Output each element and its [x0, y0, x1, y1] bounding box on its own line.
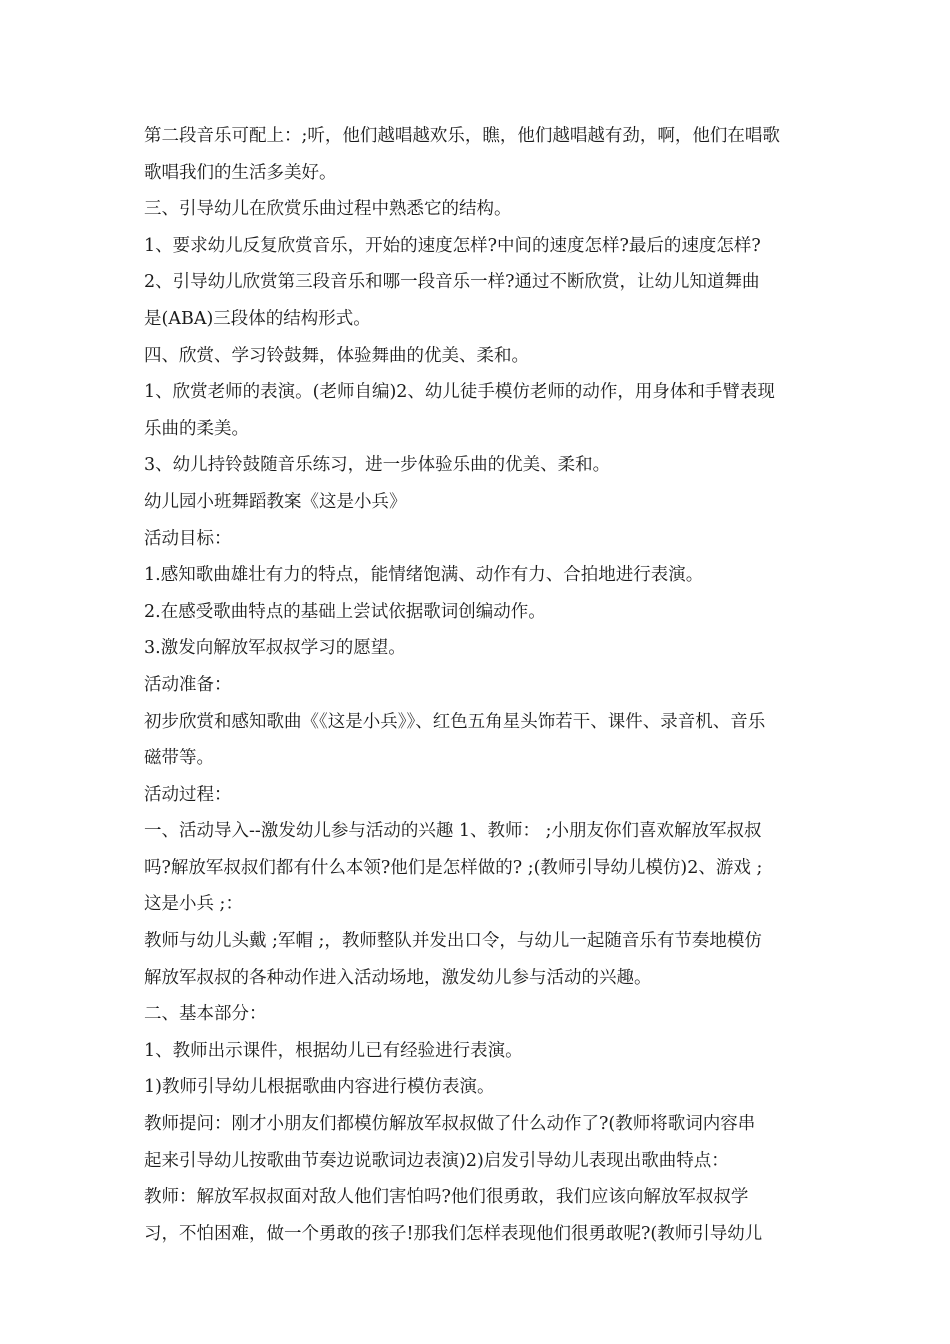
text-line: 一、活动导入--激发幼儿参与活动的兴趣 1、教师： ;小朋友你们喜欢解放军叔叔: [144, 821, 762, 842]
text-line: 初步欣赏和感知歌曲《《这是小兵》》、红色五角星头饰若干、课件、录音机、音乐: [144, 711, 766, 732]
section-heading: 活动过程：: [144, 784, 232, 805]
section-heading: 四、欣赏、学习铃鼓舞，体验舞曲的优美、柔和。: [144, 345, 529, 366]
text-line: 1、要求幼儿反复欣赏音乐，开始的速度怎样?中间的速度怎样?最后的速度怎样?: [144, 235, 761, 256]
text-line: 1)教师引导幼儿根据歌曲内容进行模仿表演。: [144, 1077, 495, 1098]
text-line: 2.在感受歌曲特点的基础上尝试依据歌词创编动作。: [144, 601, 546, 622]
text-line: 1、欣赏老师的表演。(老师自编)2、幼儿徒手模仿老师的动作，用身体和手臂表现: [144, 382, 775, 403]
text-line: 吗?解放军叔叔们都有什么本领?他们是怎样做的? ;(教师引导幼儿模仿)2、游戏 ;: [144, 857, 763, 878]
text-line: 这是小兵 ;：: [144, 894, 243, 915]
text-line: 教师：解放军叔叔面对敌人他们害怕吗?他们很勇敢，我们应该向解放军叔叔学: [144, 1187, 749, 1208]
text-line: 1.感知歌曲雄壮有力的特点，能情绪饱满、动作有力、合拍地进行表演。: [144, 565, 704, 586]
text-line: 3、幼儿持铃鼓随音乐练习，进一步体验乐曲的优美、柔和。: [144, 455, 611, 476]
section-heading: 二、基本部分：: [144, 1004, 267, 1025]
text-line: 解放军叔叔的各种动作进入活动场地，激发幼儿参与活动的兴趣。: [144, 967, 652, 988]
section-heading: 三、引导幼儿在欣赏乐曲过程中熟悉它的结构。: [144, 199, 512, 220]
text-line: 磁带等。: [144, 748, 214, 769]
text-line: 教师与幼儿头戴 ;军帽 ;，教师整队并发出口令，与幼儿一起随音乐有节奏地模仿: [144, 931, 762, 952]
text-line: 教师提问：刚才小朋友们都模仿解放军叔叔做了什么动作了?(教师将歌词内容串: [144, 1114, 756, 1135]
text-line: 3.激发向解放军叔叔学习的愿望。: [144, 638, 406, 659]
text-line: 起来引导幼儿按歌曲节奏边说歌词边表演)2)启发引导幼儿表现出歌曲特点：: [144, 1150, 729, 1171]
text-line: 歌唱我们的生活多美好。: [144, 162, 337, 183]
text-line: 习，不怕困难，做一个勇敢的孩子!那我们怎样表现他们很勇敢呢?(教师引导幼儿: [144, 1223, 763, 1244]
text-line: 是(ABA)三段体的结构形式。: [144, 308, 371, 329]
section-heading: 活动目标：: [144, 528, 232, 549]
text-line: 2、引导幼儿欣赏第三段音乐和哪一段音乐一样?通过不断欣赏，让幼儿知道舞曲: [144, 272, 760, 293]
lesson-title: 幼儿园小班舞蹈教案《这是小兵》: [144, 491, 407, 512]
text-line: 乐曲的柔美。: [144, 418, 249, 439]
section-heading: 活动准备：: [144, 674, 232, 695]
text-line: 1、教师出示课件，根据幼儿已有经验进行表演。: [144, 1040, 523, 1061]
document-body: [144, 118, 812, 1252]
text-line: 第二段音乐可配上：;听，他们越唱越欢乐，瞧，他们越唱越有劲，啊，他们在唱歌: [144, 126, 780, 146]
